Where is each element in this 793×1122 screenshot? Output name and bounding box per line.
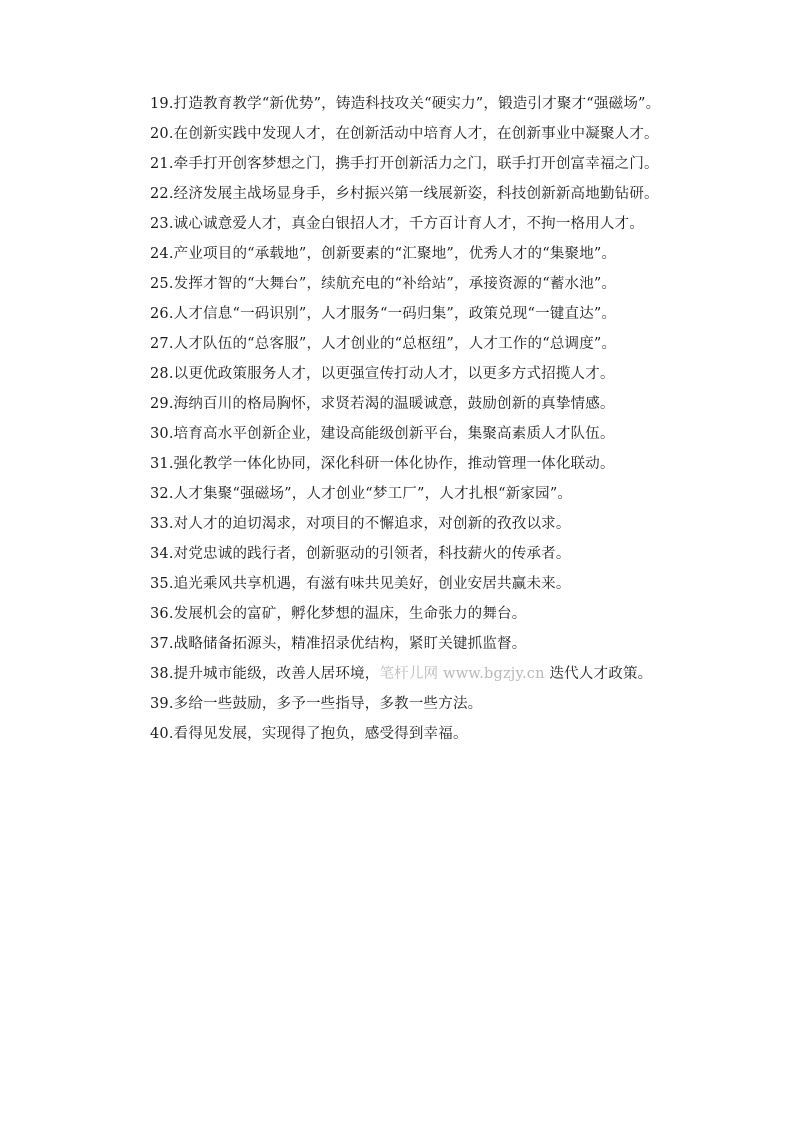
document-body <box>116 93 676 753</box>
item-38-text-before: 38.提升城市能级，改善人居环境， <box>150 666 380 682</box>
list-item: 35.追光乘风共享机遇，有滋有味共见美好，创业安居共赢未来。 <box>150 576 571 592</box>
list-item: 31.强化教学一体化协同，深化科研一体化协作，推动管理一体化联动。 <box>150 456 615 472</box>
list-item: 27.人才队伍的“总客服”，人才创业的“总枢纽”，人才工作的“总调度”。 <box>150 336 617 352</box>
list-item: 39.多给一些鼓励，多予一些指导，多教一些方法。 <box>150 696 483 712</box>
list-item: 28.以更优政策服务人才，以更强宣传打动人才，以更多方式招揽人才。 <box>150 366 615 382</box>
list-item: 23.诚心诚意爱人才，真金白银招人才，千方百计育人才，不拘一格用人才。 <box>150 216 645 232</box>
list-item: 33.对人才的迫切渴求，对项目的不懈追求，对创新的孜孜以求。 <box>150 516 571 532</box>
list-item: 30.培育高水平创新企业，建设高能级创新平台，集聚高素质人才队伍。 <box>150 426 615 442</box>
list-item-38 <box>116 663 676 686</box>
list-item: 26.人才信息“一码识别”，人才服务“一码归集”，政策兑现“一键直达”。 <box>150 306 617 322</box>
list-item: 37.战略储备拓源头，精准招录优结构，紧盯关键抓监督。 <box>150 636 527 652</box>
list-item: 20.在创新实践中发现人才，在创新活动中培育人才，在创新事业中凝聚人才。 <box>150 126 659 142</box>
list-item: 40.看得见发展，实现得了抱负，感受得到幸福。 <box>150 726 468 742</box>
list-item: 34.对党忠诚的践行者，创新驱动的引领者，科技薪火的传承者。 <box>150 546 571 562</box>
list-item: 24.产业项目的“承载地”，创新要素的“汇聚地”，优秀人才的“集聚地”。 <box>150 246 617 262</box>
list-item: 36.发展机会的富矿，孵化梦想的温床，生命张力的舞台。 <box>150 606 527 622</box>
watermark-text: 笔杆儿网 www.bgzjy.cn <box>379 666 545 682</box>
list-item: 25.发挥才智的“大舞台”，续航充电的“补给站”，承接资源的“蓄水池”。 <box>150 276 617 292</box>
list-item: 21.牵手打开创客梦想之门，携手打开创新活力之门，联手打开创富幸福之门。 <box>150 156 659 172</box>
list-item: 32.人才集聚“强磁场”，人才创业“梦工厂”，人才扎根“新家园”。 <box>150 486 573 502</box>
list-item: 19.打造教育教学“新优势”，铸造科技攻关“硬实力”，锻造引才聚才“强磁场”。 <box>150 96 661 112</box>
list-item: 29.海纳百川的格局胸怀，求贤若渴的温暖诚意，鼓励创新的真挚情感。 <box>150 396 615 412</box>
item-38-text-after: 迭代人才政策。 <box>544 666 653 682</box>
list-item: 22.经济发展主战场显身手，乡村振兴第一线展新姿，科技创新新高地勤钻研。 <box>150 186 659 202</box>
